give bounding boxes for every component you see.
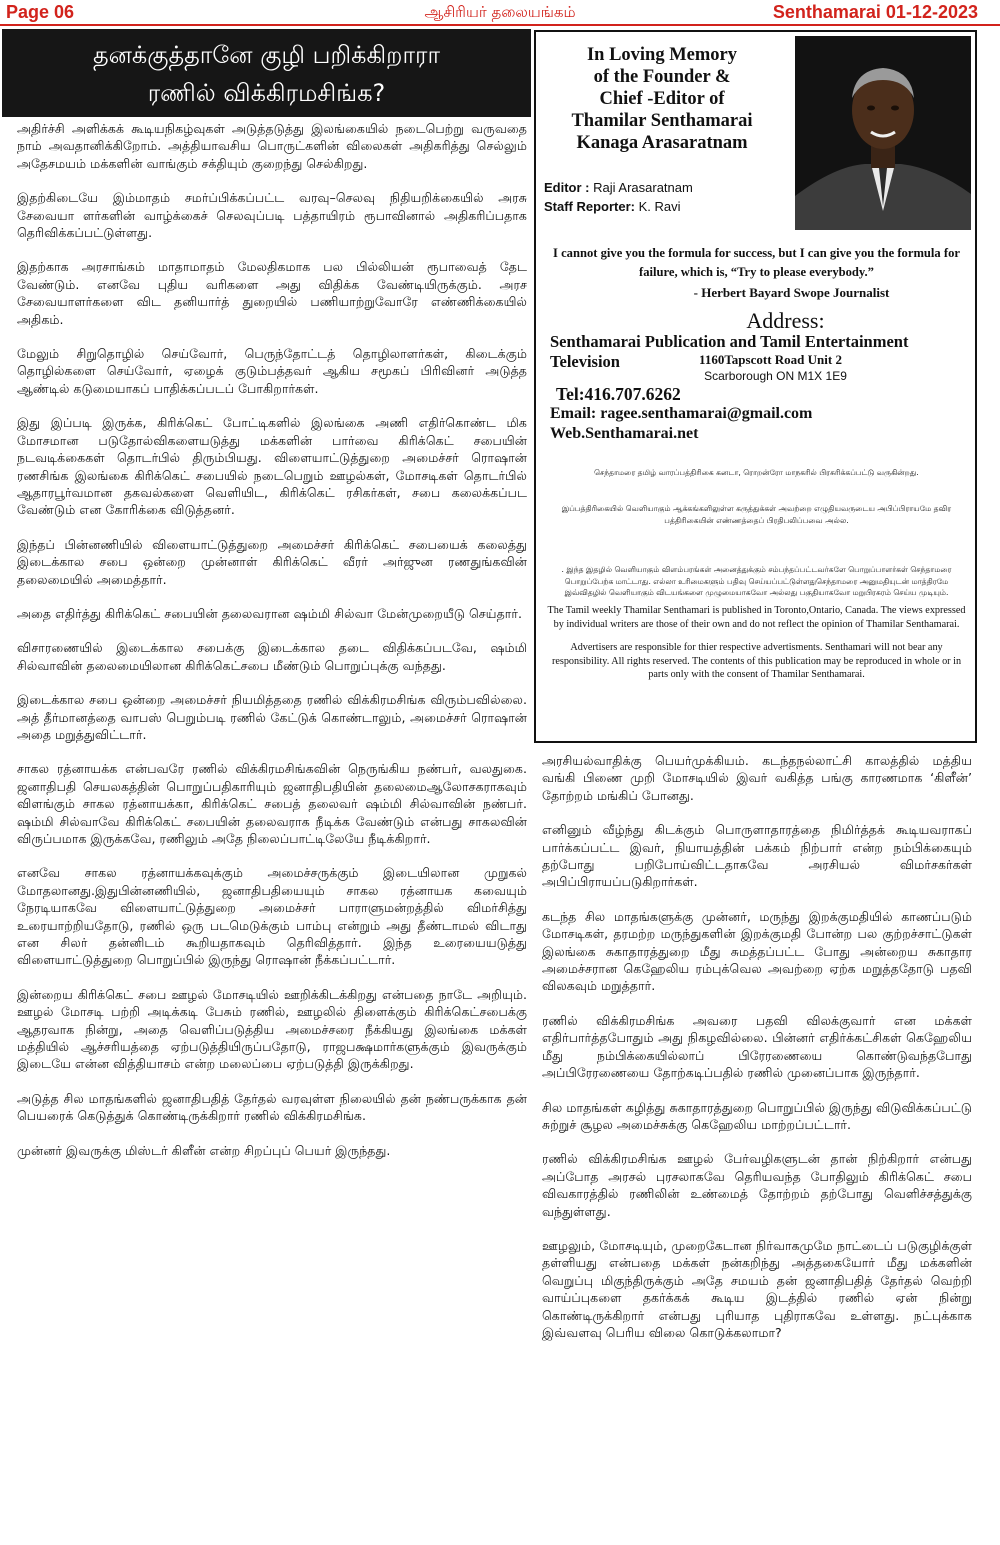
paragraph: இதற்கிடையே இம்மாதம் சமர்ப்பிக்கப்பட்ட வரவு–செலவு நிதியறிக்கையில் அரசு சேவையா ளர்களின் வாழ்க்கைச் செலவுப்படி பத்தாயிரம் ரூபாவினால் அதிகரிப்பதாக தெரிவிக்கப்பட்டுள்ளது. [17,190,527,241]
memorial-line: Chief -Editor of [599,89,725,109]
founder-portrait-graphic [795,36,971,230]
website: Web.Senthamarai.net [550,425,699,442]
quote-author: - Herbert Bayard Swope Journalist [693,285,890,300]
title-line-2: ரணில் விக்கிரமசிங்க? [147,79,386,107]
address-line-2: Scarborough ON M1X 1E9 [704,369,847,383]
paper-date: Senthamarai 01-12-2023 [772,2,978,22]
paragraph: இந்தப் பின்னணியில் விளையாட்டுத்துறை அமைச்சர் கிரிக்கெட் சபையைக் கலைத்து இடைக்கால சபை ஒன்றை முன்னாள் கிரிக்கெட் வீரர் அர்ஜுன ரணதுங்கவின் தலைமையில் அமைத்தார். [17,536,527,587]
editor-name: Raji Arasaratnam [593,180,693,195]
paragraph: இது இப்படி இருக்க, கிரிக்கெட் போட்டிகளில் இலங்கை அணி எதிர்கொண்ட மிக மோசமான படுதோல்விகளையடுத்து மக்களின் பார்வை கிரிக்கெட் சபையின் நடவடிக்கைகள் தொடர்பில் திரும்பியது. விளையாட்டுத்துறை அமைச்சர் ரொஷான் ரணசிங்க இலங்கை கிரிக்கெட் சபையில் நடைபெறும் ஊழல்கள், மோசடிகள் தொடர்பில் ஆதாரபூர்வமான தகவல்களை வெளியிட, கிரிக்கெட் ரசிகர்கள், சபை கலைக்கப்பட வேண்டும் என கோரிக்கை விடுத்தனர். [17,415,527,518]
email: Email: ragee.senthamarai@gmail.com [550,405,813,422]
paragraph: இன்றைய கிரிக்கெட் சபை ஊழல் மோசடியில் ஊறிக்கிடக்கிறது என்பதை நாடே அறியும். ஊழல் மோசடி பற்றி அடிக்கடி பேசும் ரணில், ஊழலில் திளைக்கும் கிரிக்கெட்சபைக்கு ஆதரவாக நின்று, அதை வெளிப்படுத்திய அமைச்சரை நீக்கியது இலங்கை மக்கள் மத்தியில் ஆச்சரியத்தை ஏற்படுத்தியிருப்பதோடு, ராஜபக்ஷமார்களுக்கும் இவருக்கும் இடையே என்ன வித்தியாசம் என்ற மலைப்பை ஏற்படுத்தி இருக்கிறது. [17,986,527,1072]
notice-tamil-2: இப்பத்திரிகையில் வெளியாகும் ஆக்கங்களிலுள்ள கருத்துக்கள் அவற்றை எழுதியவருடைய அபிப்பிராயமே தவிர பத்திரிகையின் எண்ணத்தைப் பிரதிபலிப்பவை அல்ல. [561,504,952,525]
paragraph: அரசியல்வாதிக்கு பெயர்முக்கியம். கடந்தநல்லாட்சி காலத்தில் மத்திய வங்கி பிணை முறி மோசடியில் இவர் வகித்த பங்கு காரணமாக ‘கிளீன்’ தோற்றம் மங்கிப் போனது. [542,753,972,803]
memorial-line: Kanaga Arasaratnam [576,133,748,153]
article-right-column [542,752,972,1358]
paragraph: ஊழலும், மோசடியும், முறைகேடான நிர்வாகமுமே நாட்டைப் படுகுழிக்குள் தள்ளியது என்பதை மக்கள் நன்கறிந்து அத்தகையோர் மீது மக்களின் வெறுப்பு மிகுந்திருக்கும் அதே சமயம் தன் ஜனாதிபதித் தேர்தல் வெற்றி வாய்ப்புகளை தகர்க்கக் கூடிய இடத்தில் ரணில் ஏன் நின்று கொண்டிருக்கிறார் என்பது புரியாத புதிராகவே உள்ளது. நட்புக்காக இவ்வளவு பெரிய விலை கொடுக்கலாமா? [542,1237,972,1340]
paragraph: ரணில் விக்கிரமசிங்க ஊழல் பேர்வழிகளுடன் தான் நிற்கிறார் என்பது அப்போத அரசல் புரசலாகவே தெரியவந்த போதிலும் கிரிக்கெட் சபை விவகாரத்தில் ரணிலின் உண்மைத் தோற்றம் தற்போது வெளிச்சத்துக்கு வந்துள்ளது. [542,1151,972,1219]
page-header [0,0,1000,24]
paragraph: ரணில் விக்கிரமசிங்க அவரை பதவி விலக்குவார் என மக்கள் எதிர்பார்த்தபோதும் அது நிகழவில்லை. பின்னர் எதிர்க்கட்சிகள் கெஹேலிய மீது நம்பிக்கையில்லாப் பிரேரணையை கொண்டுவந்தபோது அப்பிரேரணையை தோற்கடிப்பதில் ரணில் முனைப்பாக இருந்தார். [542,1012,972,1081]
paragraph: அதிர்ச்சி அளிக்கக் கூடியநிகழ்வுகள் அடுத்தடுத்து இலங்கையில் நடைபெற்று வருவதை நாம் அவதானிக்கிறோம். அத்தியாவசிய பொருட்களின் விலைகள் அதிகரித்து செல்லும் அதேசமயம் மக்களின் வாங்கும் சக்தியும் குறைந்து செல்கிறது. [17,121,527,171]
publication-name: Senthamarai Publication and Tamil Entertainment Television [550,332,909,371]
reporter-name: K. Ravi [638,199,681,214]
article-left-column [17,120,527,1176]
quote-text: I cannot give you the formula for success, but I can give you the formula for failure, which is, “Try to please everybody.” [553,246,960,279]
paragraph: எனவே சாகல ரத்னாயக்கவுக்கும் அமைச்சருக்கும் இடையிலான முறுகல் மோதலானது.இதுபின்னணியில், ஜனாதிபதியையும் சாகல ரத்னாயக கவையும் நேரடியாகவே விளையாட்டுத்துறை அமைச்சர் பாராளுமன்றத்தில் விமர்சித்து உரையாற்றியதோடு, ரணில் ஒரு படமெடுக்கும் பாம்பு என்றும் அது தீண்டாமல் விடாது என சிலர் தன்னிடம் கூறியதாகவும் தெரிவித்தார். இந்த உரையையடுத்து விளையாட்டுத்துறை பொறுப்பில் இருந்து ரொஷான் நீக்கப்பட்டார். [17,865,527,968]
paragraph: விசாரணையில் இடைக்கால சபைக்கு இடைக்கால தடை விதிக்கப்படவே, ஷம்மி சில்வாவின் தலைமையிலான கிரிக்கெட்சபை மீண்டும் பொறுப்புக்கு வந்தது. [17,640,527,673]
paragraph: அதை எதிர்த்து கிரிக்கெட் சபையின் தலைவரான ஷம்மி சில்வா மேன்முறையீடு செய்தார். [17,605,522,621]
header-rule [0,24,1000,26]
notice-english-2: Advertisers are responsible for thier respective advertisments. Senthamari will not bear any responsibility. All rights reserved. The contents of this publication may be reproduced in whole or in parts only with the consent of Thamilar Senthamarai. [551,642,962,680]
address-line-1: 1160Tapscott Road Unit 2 [699,352,842,367]
address-heading: Address: [746,308,825,333]
telephone: Tel:416.707.6262 [556,384,681,404]
memorial-line: of the Founder & [593,67,731,87]
article-title [2,29,531,117]
masthead-info-box [534,30,977,743]
paragraph: முன்னர் இவருக்கு மிஸ்டர் கிளீன் என்ற சிறப்புப் பெயர் இருந்தது. [17,1142,391,1158]
memorial-line: Thamilar Senthamarai [571,111,753,131]
paragraph: இதற்காக அரசாங்கம் மாதாமாதம் மேலதிகமாக பல பில்லியன் ரூபாவைத் தேட வேண்டும். எனவே புதிய வரிகளை அது விதிக்க வேண்டியிருக்கும். அரச சேவையாளர்களை விட தனியார்த் துறையில் பணியாற்றுவோரே எண்ணிக்கையில் அதிகம். [17,259,527,327]
founder-photo [795,36,971,230]
paragraph: இடைக்கால சபை ஒன்றை அமைச்சர் நியமித்ததை ரணில் விக்கிரமசிங்க விரும்பவில்லை. அத் தீர்மானத்தை வாபஸ் பெறும்படி ரணில் கேட்டுக் கொண்டாலும், அமைச்சர் ரொஷான் அதை மறுத்துவிட்டார். [17,692,527,742]
section-title: ஆசிரியர் தலையங்கம் [424,3,576,21]
notice-tamil-3: . இந்த இதழில் வெளியாகும் விளம்பரங்கள் அனைத்துக்கும் சம்பந்தப்பட்டவர்களே பொறுப்பாளர்கள் செந்தாமரை பொறுப்பேற்க மாட்டாது. எல்லா உரிமைகளும் பதிவு செய்யப்பட்டுள்ளதுசெந்தாமரை அனுமதியுடன் மாத்திரமே இவ்விதழில் வெளியாகும் விடயங்களை முழுமையாகவோ அல்லது பகுதியாகவோ மறுபிரசுரம் செய்ய முடியும். [561,565,952,597]
reporter-label: Staff Reporter: [544,199,636,214]
paragraph: சாகல ரத்னாயக்க என்பவரே ரணில் விக்கிரமசிங்கவின் நெருங்கிய நண்பர், வலதுகை. ஜனாதிபதி செயலகத்தின் பொறுப்பதிகாரியும் ஜனாதிபதியின் தலைமைஆலோசகராகவும் விளங்கும் சாகல ரத்னாயக்கா, கிரிக்கெட் சபைத் தலைவர் ஷம்மி சில்வாவின் நண்பர். ஷம்மி சில்வாவே கிரிக்கெட் சபையின் தலைவராக நீடிக்க வேண்டும் என்பது சாகலவின் விருப்பமாக இருக்கவே, ரணிலும் அதே நிலைப்பாட்டிலேயே நீடிக்கிறார். [17,761,527,846]
notice-tamil-1: செந்தாமரை தமிழ் வாரப்பத்திரிகை கனடா, ரொறன்ரோ மாநகரில் பிரசுரிக்கப்பட்டு வருகின்றது. [594,468,919,477]
memorial-line: In Loving Memory [586,45,738,65]
paragraph: எனினும் வீழ்ந்து கிடக்கும் பொருளாதாரத்தை நிமிர்த்தக் கூடியவராகப் பார்க்கப்பட்ட இவர், நியாயத்தின் பக்கம் நிற்பார் என்ற நம்பிக்கையும் தற்போது பறிபோய்விட்டதாகவே அரசியல் விமர்சகர்கள் அபிப்பிராயப்படுகிறார்கள். [542,822,972,890]
title-line-1: தனக்குத்தானே குழி பறிக்கிறாரா [93,41,440,69]
paragraph: கடந்த சில மாதங்களுக்கு முன்னர், மருந்து இறக்குமதியில் காணப்படும் மோசடிகள், தரமற்ற மருந்துகளின் இறக்குமதி போன்ற பல குற்றச்சாட்டுகள் இலங்கை சுகாதாரத்துறை மீது சுமத்தப்பட்ட போது அன்றைய சுகாதார அமைச்சரான கெஹேலிய ரம்புக்வெல அவற்றை ஏற்க மறுத்ததோடு பதவி விலகவும் மறுத்தார். [542,908,972,994]
memorial-text [544,44,780,154]
paragraph: அடுத்த சில மாதங்களில் ஜனாதிபதித் தேர்தல் வரவுள்ள நிலையில் தன் நண்பருக்காக தன் பெயரைக் கெடுத்துக் கொண்டிருக்கிறார் ரணில் விக்கிரமசிங்க. [17,1090,527,1124]
editor-label: Editor : [544,180,590,195]
paragraph: மேலும் சிறுதொழில் செய்வோர், பெருந்தோட்டத் தொழிலாளர்கள், கிடைக்கும் தொழில்களை செய்வோர், ஏழைக் குடும்பத்தவர் ஆகிய சமூகப் பிரிவினர் அடுத்த ஆண்டில் கடுமையாகப் பாதிக்கப்படப் போகிறார்கள். [17,346,527,396]
staff-credits [544,178,693,216]
notice-english-1: The Tamil weekly Thamilar Senthamari is published in Toronto,Ontario, Canada. The views expressed by individual writers are those of their own and do not reflect the opinion of Thamilar Senthamarai. [547,605,966,630]
page-number: Page 06 [6,2,75,22]
paragraph: சில மாதங்கள் கழித்து சுகாதாரத்துறை பொறுப்பில் இருந்து விடுவிக்கப்பட்டு சுற்றுச் சூழல அமைச்சுக்கு கெஹேலிய மாற்றப்பட்டார். [542,1099,972,1132]
